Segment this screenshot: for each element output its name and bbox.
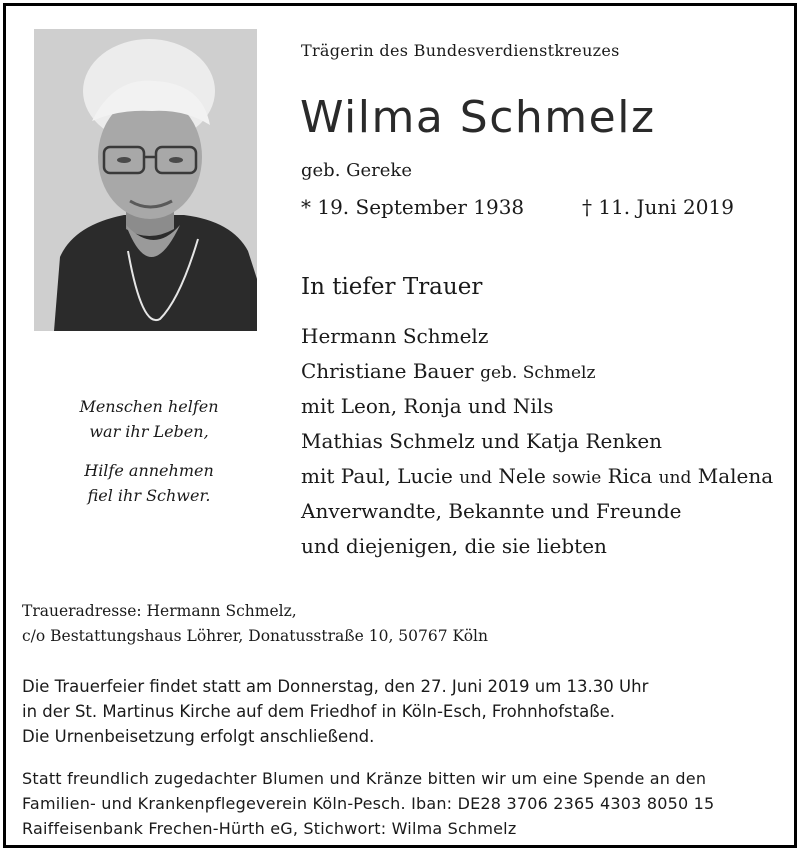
death-date: † 11. Juni 2019 [582, 195, 734, 219]
ceremony-line: Die Urnenbeisetzung erfolgt anschließend. [22, 727, 375, 746]
quote-line: Menschen helfen [79, 397, 219, 416]
mourner-line [301, 321, 773, 356]
address-line: Traueradresse: Hermann Schmelz, [22, 602, 297, 620]
award-line: Trägerin des Bundesverdienstkreuzes [301, 41, 620, 60]
mourner-text: mit Leon, Ronja und Nils [301, 394, 554, 418]
ceremony-line: Die Trauerfeier findet statt am Donnerstag, den 27. Juni 2019 um 13.30 Uhr [22, 677, 649, 696]
mourner-line [301, 426, 773, 461]
mourner-text: sowie [552, 468, 602, 488]
donation-line: Raiffeisenbank Frechen-Hürth eG, Stichwort: Wilma Schmelz [22, 819, 517, 838]
quote-stanza-1 [54, 394, 244, 444]
address-line: c/o Bestattungshaus Löhrer, Donatusstraße 10, 50767 Köln [22, 627, 488, 645]
mourner-line [301, 496, 773, 531]
birth-date: * 19. September 1938 [301, 195, 525, 219]
mourner-text: und [459, 468, 492, 488]
quote-line: war ihr Leben, [89, 422, 209, 441]
mourners-list [301, 321, 773, 566]
mourner-line [301, 531, 773, 566]
mourning-heading: In tiefer Trauer [301, 274, 483, 300]
mourner-text: geb. Schmelz [480, 363, 596, 383]
mourner-text: Anverwandte, Bekannte und Freunde [301, 499, 682, 523]
portrait-illustration [34, 29, 257, 331]
mourner-line [301, 461, 773, 496]
mourner-text: Rica [601, 464, 659, 488]
mourner-text: Mathias Schmelz und Katja Renken [301, 429, 663, 453]
quote-stanza-2 [54, 458, 244, 508]
quote-line: fiel ihr Schwer. [87, 486, 211, 505]
donation-line: Familien- und Krankenpflegeverein Köln-Pesch. Iban: DE28 3706 2365 4303 8050 15 [22, 794, 715, 813]
ceremony-details [22, 674, 648, 749]
quote-line: Hilfe annehmen [84, 461, 214, 480]
mourner-text: Nele [491, 464, 553, 488]
mourner-line [301, 391, 773, 426]
mourner-text: Malena [691, 464, 774, 488]
deceased-name: Wilma Schmelz [300, 92, 656, 143]
mourner-text: Christiane Bauer [301, 359, 481, 383]
ceremony-line: in der St. Martinus Kirche auf dem Friedhof in Köln-Esch, Frohnhofstaße. [22, 702, 615, 721]
portrait-photo [34, 29, 257, 331]
mourner-text: und diejenigen, die sie liebten [301, 534, 607, 558]
mourner-line [301, 356, 773, 391]
mourner-text: und [658, 468, 692, 488]
donation-line: Statt freundlich zugedachter Blumen und Kränze bitten wir um eine Spende an den [22, 769, 707, 788]
mourner-text: mit Paul, Lucie [301, 464, 460, 488]
donation-request [22, 766, 714, 841]
mourner-text: Hermann Schmelz [301, 324, 489, 348]
maiden-name: geb. Gereke [301, 160, 412, 181]
mourning-address [22, 599, 488, 649]
obituary-notice [3, 3, 797, 848]
